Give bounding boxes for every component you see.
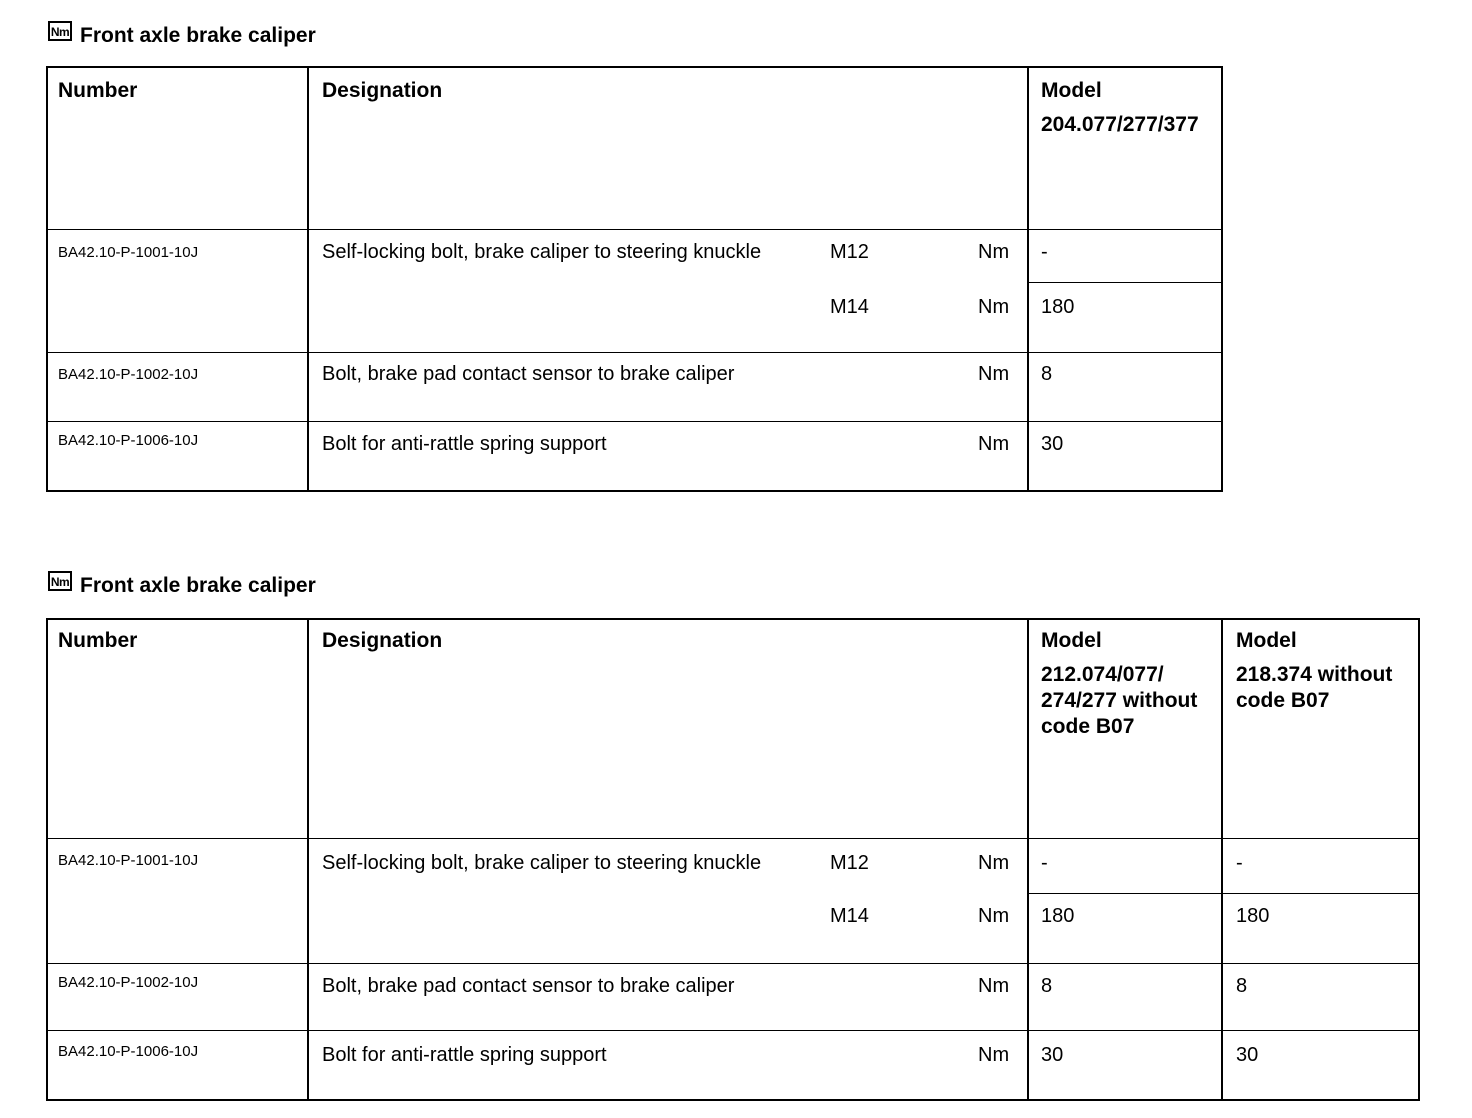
table2-col-divider xyxy=(1027,618,1029,1101)
row-designation: Bolt for anti-rattle spring support xyxy=(322,1044,607,1066)
row-number: BA42.10-P-1002-10J xyxy=(58,366,199,383)
row-thread: M12 xyxy=(830,241,869,263)
header-model1-value: 212.074/077/ 274/277 without code B07 xyxy=(1041,663,1198,738)
row-unit: Nm xyxy=(978,905,1010,927)
row-value: - xyxy=(1041,241,1048,263)
table2-subrow-divider xyxy=(1027,893,1420,894)
table2-title xyxy=(48,574,316,598)
row-designation: Bolt, brake pad contact sensor to brake caliper xyxy=(322,363,735,385)
row-value2: 8 xyxy=(1236,975,1248,997)
header-model1-label: Model xyxy=(1041,629,1102,652)
row-thread: M14 xyxy=(830,296,869,318)
row-designation: Bolt, brake pad contact sensor to brake caliper xyxy=(322,975,735,997)
header-designation: Designation xyxy=(322,79,443,102)
table1-subrow-divider xyxy=(1027,282,1223,283)
row-number: BA42.10-P-1002-10J xyxy=(58,974,199,991)
row-unit: Nm xyxy=(978,241,1010,263)
nm-torque-icon: Nm xyxy=(48,21,72,41)
table2-title-text: Front axle brake caliper xyxy=(80,574,316,597)
row-unit: Nm xyxy=(978,852,1010,874)
row-value2: 30 xyxy=(1236,1044,1259,1066)
table2-row-divider xyxy=(46,838,1420,839)
row-value2: 180 xyxy=(1236,905,1270,927)
row-unit: Nm xyxy=(978,363,1010,385)
table2-col-divider xyxy=(307,618,309,1101)
row-value1: 180 xyxy=(1041,905,1075,927)
row-number: BA42.10-P-1001-10J xyxy=(58,244,199,261)
row-value1: 30 xyxy=(1041,1044,1064,1066)
table1-col-divider xyxy=(307,66,309,492)
row-value: 30 xyxy=(1041,433,1064,455)
header-model-label: Model xyxy=(1041,79,1102,102)
table1-row-divider xyxy=(46,352,1223,353)
row-value1: - xyxy=(1041,852,1048,874)
row-designation: Self-locking bolt, brake caliper to steering knuckle xyxy=(322,241,762,263)
row-value: 8 xyxy=(1041,363,1053,385)
row-number: BA42.10-P-1006-10J xyxy=(58,432,199,449)
row-designation: Self-locking bolt, brake caliper to steering knuckle xyxy=(322,852,762,874)
table1-title-text: Front axle brake caliper xyxy=(80,24,316,47)
row-thread: M12 xyxy=(830,852,869,874)
header-number: Number xyxy=(58,79,138,102)
row-designation: Bolt for anti-rattle spring support xyxy=(322,433,607,455)
row-unit: Nm xyxy=(978,975,1010,997)
row-thread: M14 xyxy=(830,905,869,927)
table2-col-divider xyxy=(1221,618,1223,1101)
row-value1: 8 xyxy=(1041,975,1053,997)
row-number: BA42.10-P-1001-10J xyxy=(58,852,199,869)
header-designation: Designation xyxy=(322,629,443,652)
row-value2: - xyxy=(1236,852,1243,874)
row-unit: Nm xyxy=(978,433,1010,455)
table1-title xyxy=(48,24,316,48)
header-model2-label: Model xyxy=(1236,629,1297,652)
row-value: 180 xyxy=(1041,296,1075,318)
row-number: BA42.10-P-1006-10J xyxy=(58,1043,199,1060)
table1-row-divider xyxy=(46,421,1223,422)
row-unit: Nm xyxy=(978,296,1010,318)
table1-col-divider xyxy=(1027,66,1029,492)
row-unit: Nm xyxy=(978,1044,1010,1066)
nm-torque-icon: Nm xyxy=(48,571,72,591)
table2-row-divider xyxy=(46,1030,1420,1031)
table2-row-divider xyxy=(46,963,1420,964)
header-number: Number xyxy=(58,629,138,652)
table1-row-divider xyxy=(46,229,1223,230)
header-model2-value: 218.374 without code B07 xyxy=(1236,663,1393,712)
header-model-value: 204.077/277/377 xyxy=(1041,113,1199,136)
